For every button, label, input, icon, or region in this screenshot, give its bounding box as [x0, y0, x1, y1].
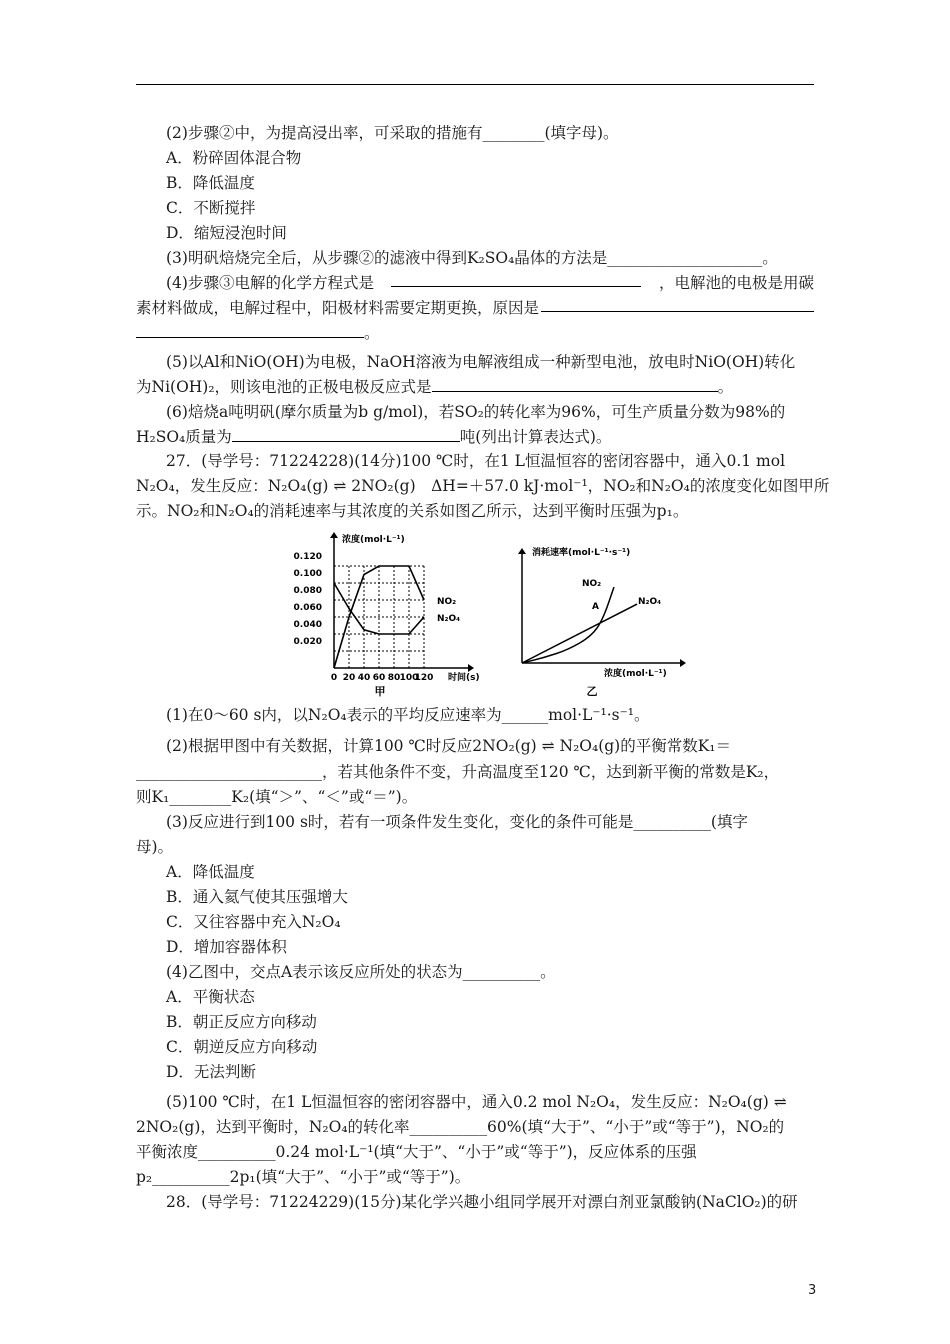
yi-point-a-label: A — [592, 602, 599, 612]
q27-part2-line2: ________________________，若其他条件不变，升高温度至120 ℃，达到新平衡的常数是K₂， — [136, 763, 780, 781]
q27-intro-line3: 示。NO₂和N₂O₄的消耗速率与其浓度的关系如图乙所示，达到平衡时压强为p₁。 — [136, 502, 689, 520]
jia-x-arrow — [468, 664, 474, 672]
q26-part4-text-c: 素材料做成，电解过程中，阳极材料需要定期更换，原因是 — [136, 299, 540, 317]
q27-p4-option-c: C．朝逆反应方向移动 — [166, 1038, 318, 1056]
yi-label-no2: NO₂ — [582, 579, 602, 589]
jia-caption: 甲 — [374, 685, 386, 698]
q26-part4-line3 — [136, 322, 380, 344]
q27-part5-line1: (5)100 ℃时，在1 L恒温恒容的密闭容器中，通入0.2 mol N₂O₄，发生反应：N₂O₄(g) ⇌ — [166, 1093, 787, 1111]
q26-part2-stem: (2)步骤②中，为提高浸出率，可采取的措施有________(填字母)。 — [166, 124, 619, 142]
q26-option-a: A．粉碎固体混合物 — [166, 149, 302, 167]
q26-part4-text-a: (4)步骤③电解的化学方程式是 — [166, 274, 374, 292]
q26-part4-line2 — [136, 297, 814, 319]
q27-p4-option-a: A．平衡状态 — [166, 988, 255, 1006]
q27-p3-option-b: B．通入氦气使其压强增大 — [166, 888, 348, 906]
q27-p3-option-a: A．降低温度 — [166, 863, 255, 881]
jia-y-tick: 0.020 — [293, 637, 322, 647]
q26-part6-line2 — [136, 426, 611, 448]
jia-grid — [334, 566, 424, 668]
q27-p3-option-d: D．增加容器体积 — [166, 938, 287, 956]
q26-part5-line2 — [136, 376, 733, 398]
q27-part5-line3: 平衡浓度__________0.24 mol·L⁻¹(填“大于”、“小于”或“等于”)，反应体系的压强 — [136, 1143, 697, 1161]
q26-part5-text-b2: 。 — [717, 378, 734, 396]
q27-p3-option-c: C．又往容器中充入N₂O₄ — [166, 913, 341, 931]
jia-y-axis-label: 浓度(mol·L⁻¹) — [342, 535, 405, 545]
jia-y-arrow — [330, 532, 338, 538]
q27-part5-line4: p₂__________2p₁(填“大于”、“小于”或“等于”)。 — [136, 1168, 471, 1186]
q27-part2-line3: 则K₁________K₂(填“＞”、“＜”或“＝”)。 — [136, 788, 418, 806]
jia-y-tick: 0.120 — [293, 552, 322, 562]
q26-part5-text-b1: 为Ni(OH)₂，则该电池的正极电极反应式是 — [136, 378, 432, 396]
q26-part4-text-d: 。 — [364, 324, 380, 342]
q26-part6-text-b2: 吨(列出计算表达式)。 — [459, 428, 612, 446]
q27-part3-line1: (3)反应进行到100 s时，若有一项条件发生变化，变化的条件可能是__________(填字 — [166, 813, 748, 831]
yi-series-n2o4 — [522, 604, 637, 663]
answer-blank[interactable] — [391, 272, 641, 287]
header-rule — [136, 84, 814, 85]
q27-part5-line2: 2NO₂(g)，达到平衡时，N₂O₄的转化率__________60%(填“大于”、“小于”或“等于”)，NO₂的 — [136, 1118, 785, 1136]
q26-part4-text-b: ，电解池的电极是用碳 — [658, 274, 814, 292]
figure-yi — [512, 545, 687, 698]
q27-part3-line2: 母)。 — [136, 838, 174, 856]
yi-series-no2 — [522, 587, 614, 663]
figure-jia — [292, 528, 480, 698]
q26-option-d: D．缩短浸泡时间 — [166, 224, 287, 242]
jia-x-axis-label: 时间(s) — [448, 673, 480, 683]
jia-x-tick: 120 — [414, 673, 434, 683]
q27-p4-option-d: D．无法判断 — [166, 1063, 256, 1081]
q26-part4-line1 — [166, 272, 814, 294]
yi-label-n2o4: N₂O₄ — [638, 597, 662, 607]
jia-x-tick: 0 — [330, 673, 338, 683]
yi-x-axis-label: 浓度(mol·L⁻¹) — [604, 669, 667, 679]
q28-intro: 28．(导学号：71224229)(15分)某化学兴趣小组同学展开对漂白剂亚氯酸钠(NaClO₂)的研 — [166, 1193, 798, 1211]
yi-y-axis-label: 消耗速率(mol·L⁻¹·s⁻¹) — [532, 548, 631, 558]
q27-part1: (1)在0～60 s内，以N₂O₄表示的平均反应速率为______mol·L⁻¹·s⁻¹。 — [166, 706, 650, 724]
yi-x-arrow — [680, 659, 686, 667]
jia-y-tick: 0.040 — [293, 620, 322, 630]
jia-label-n2o4: N₂O₄ — [437, 614, 461, 624]
q26-part6-text-b1: H₂SO₄质量为 — [136, 428, 232, 446]
jia-x-tick: 40 — [357, 673, 371, 683]
q26-part3: (3)明矾焙烧完全后，从步骤②的滤液中得到K₂SO₄晶体的方法是____________________。 — [166, 249, 778, 267]
jia-y-tick: 0.100 — [293, 569, 322, 579]
answer-blank[interactable] — [232, 427, 460, 442]
q26-option-b: B．降低温度 — [166, 174, 255, 192]
q27-p4-option-b: B．朝正反应方向移动 — [166, 1013, 317, 1031]
q26-option-c: C．不断搅拌 — [166, 199, 256, 217]
jia-y-tick: 0.060 — [293, 603, 322, 613]
q26-part5-line1: (5)以Al和NiO(OH)为电极，NaOH溶液为电解液组成一种新型电池，放电时NiO(OH)转化 — [166, 353, 796, 371]
yi-caption: 乙 — [586, 685, 598, 698]
jia-x-tick: 20 — [342, 673, 356, 683]
q27-part2-line1: (2)根据甲图中有关数据，计算100 ℃时反应2NO₂(g) ⇌ N₂O₄(g)的平衡常数K₁＝ — [166, 737, 732, 755]
q27-intro-line2: N₂O₄，发生反应：N₂O₄(g) ⇌ 2NO₂(g) ΔH=＋57.0 kJ·mol⁻¹，NO₂和N₂O₄的浓度变化如图甲所 — [136, 477, 830, 495]
jia-x-tick: 80 — [387, 673, 401, 683]
answer-blank[interactable] — [136, 323, 364, 338]
answer-blank[interactable] — [432, 377, 718, 392]
q26-part6-line1: (6)焙烧a吨明矾(摩尔质量为b g/mol)，若SO₂的转化率为96%，可生产质量分数为98%的 — [166, 403, 786, 421]
jia-x-tick: 60 — [372, 673, 386, 683]
jia-x-tick: 100 — [399, 673, 419, 683]
q27-intro-line1: 27．(导学号：71224228)(14分)100 ℃时，在1 L恒温恒容的密闭容器中，通入0.1 mol — [166, 452, 786, 470]
jia-y-tick: 0.080 — [293, 586, 322, 596]
page-number: 3 — [808, 1283, 817, 1298]
yi-y-arrow — [518, 548, 526, 554]
q27-part4-stem: (4)乙图中，交点A表示该反应所处的状态为__________。 — [166, 963, 556, 981]
answer-blank[interactable] — [541, 297, 814, 312]
jia-label-no2: NO₂ — [437, 597, 457, 607]
